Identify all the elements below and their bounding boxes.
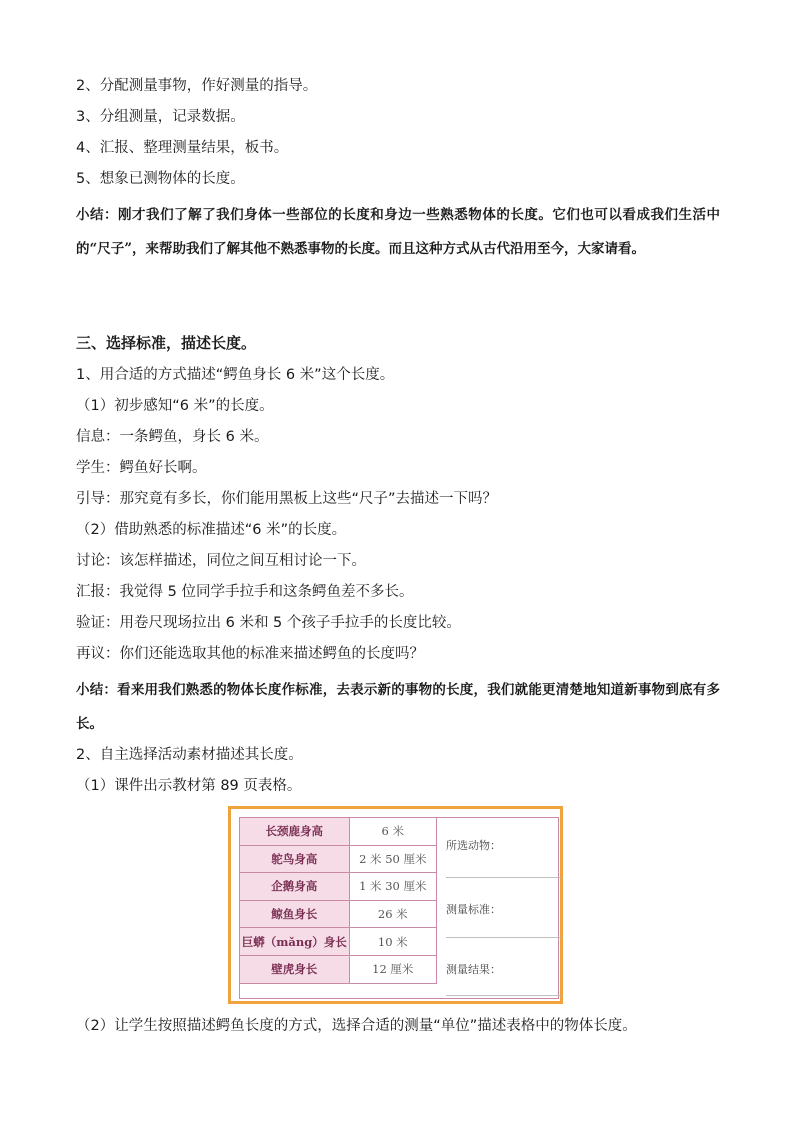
guide-text: 引导：那究竟有多长，你们能用黑板上这些“尺子”去描述一下吗？: [76, 491, 498, 507]
report-text: 汇报：我觉得 5 位同学手拉手和这条鳄鱼差不多长。: [76, 584, 414, 600]
rediscuss-text: 再议：你们还能选取其他的标准来描述鳄鱼的长度吗？: [76, 646, 424, 662]
task-1-text: 1、用合适的方式描述“鳄鱼身长 6 米”这个长度。: [76, 367, 395, 383]
step-3-text: 3、分组测量，记录数据。: [76, 109, 245, 125]
table-row: [240, 818, 437, 846]
measure-standard-answer-line: [446, 937, 561, 938]
step-5-text: 5、想象已测物体的长度。: [76, 171, 245, 187]
info-text: 信息：一条鳄鱼，身长 6 米。: [76, 429, 269, 445]
animal-name-cell: 鲸鱼身长: [240, 900, 350, 928]
length-value-cell: 10 米: [349, 928, 436, 956]
table-row: [240, 928, 437, 956]
step-2-text: 2、分配测量事物，作好测量的指导。: [76, 78, 318, 94]
selected-animal-answer-line: [446, 877, 561, 878]
length-value-cell: 2 米 50 厘米: [349, 845, 436, 873]
length-value-cell: 6 米: [349, 818, 436, 846]
animal-name-cell: 长颈鹿身高: [240, 818, 350, 846]
textbook-table-figure: [228, 806, 563, 1004]
animal-name-cell: 企鹅身高: [240, 873, 350, 901]
section-3-heading: 三、选择标准，描述长度。: [76, 334, 257, 352]
summary-paragraph-2: 小结：看来用我们熟悉的物体长度作标准，去表示新的事物的长度，我们就能更清楚地知道新事物到底有多长。: [76, 682, 720, 732]
length-value-cell: 26 米: [349, 900, 436, 928]
student-text: 学生：鳄鱼好长啊。: [76, 460, 207, 476]
table-row: [240, 900, 437, 928]
sub-step-2b-text: （2）让学生按照描述鳄鱼长度的方式，选择合适的测量“单位”描述表格中的物体长度。: [76, 1018, 637, 1034]
sub-step-1-text: （1）初步感知“6 米”的长度。: [76, 398, 274, 414]
selected-animal-label: 所选动物：: [446, 839, 501, 852]
table-row: [240, 955, 437, 983]
step-4-text: 4、汇报、整理测量结果，板书。: [76, 140, 289, 156]
animal-name-cell: 巨蟒（mǎng）身长: [240, 928, 350, 956]
animal-name-cell: 壁虎身长: [240, 955, 350, 983]
table-row: [240, 873, 437, 901]
length-value-cell: 1 米 30 厘米: [349, 873, 436, 901]
measure-standard-label: 测量标准：: [446, 903, 501, 916]
length-value-cell: 12 厘米: [349, 955, 436, 983]
animal-name-cell: 鸵鸟身高: [240, 845, 350, 873]
animal-length-table: [239, 817, 437, 984]
courseware-text: （1）课件出示教材第 89 页表格。: [76, 778, 302, 794]
summary-paragraph-1: 小结：刚才我们了解了我们身体一些部位的长度和身边一些熟悉物体的长度。它们也可以看成我们生活中的“尺子”，来帮助我们了解其他不熟悉事物的长度。而且这种方式从古代沿用至今，大家请看。: [76, 207, 720, 257]
verify-text: 验证：用卷尺现场拉出 6 米和 5 个孩子手拉手的长度比较。: [76, 615, 461, 631]
measure-result-answer-line: [446, 995, 561, 996]
measure-result-label: 测量结果：: [446, 963, 501, 976]
task-2-text: 2、自主选择活动素材描述其长度。: [76, 747, 303, 763]
table-row: [240, 845, 437, 873]
discuss-text: 讨论：该怎样描述，同位之间互相讨论一下。: [76, 553, 366, 569]
sub-step-2-text: （2）借助熟悉的标准描述“6 米”的长度。: [76, 522, 347, 538]
